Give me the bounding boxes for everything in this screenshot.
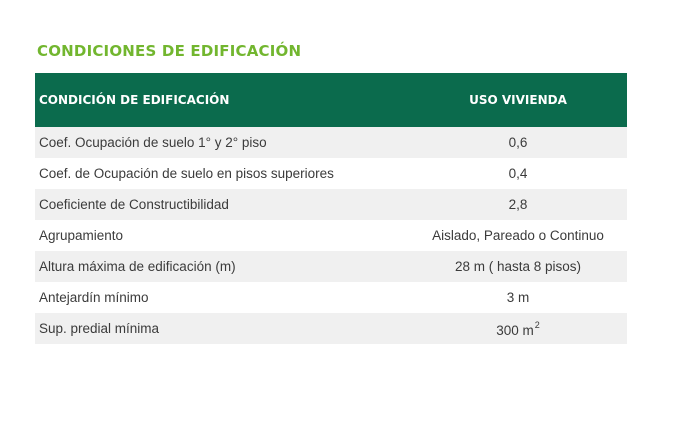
table-row xyxy=(35,189,627,220)
row-value: 3 m xyxy=(506,290,530,305)
header-condition: CONDICIÓN DE EDIFICACIÓN xyxy=(39,93,230,107)
row-label: Coeficiente de Constructibilidad xyxy=(39,197,229,212)
table-row xyxy=(35,251,627,282)
row-value: 28 m ( hasta 8 pisos) xyxy=(454,259,582,274)
table-row xyxy=(35,313,627,344)
table-header xyxy=(35,73,627,127)
row-value: 0,6 xyxy=(508,135,528,150)
row-label: Agrupamiento xyxy=(39,228,124,243)
row-value xyxy=(409,320,627,338)
row-label: Altura máxima de edificación (m) xyxy=(39,259,236,274)
table-row xyxy=(35,127,627,158)
table-row xyxy=(35,282,627,313)
row-label: Coef. de Ocupación de suelo en pisos superiores xyxy=(39,166,334,181)
row-label: Sup. predial mínima xyxy=(39,321,160,336)
section-title: CONDICIONES DE EDIFICACIÓN xyxy=(37,42,302,60)
row-label: Antejardín mínimo xyxy=(39,290,149,305)
row-value: 2,8 xyxy=(508,197,528,212)
row-value: Aislado, Pareado o Continuo xyxy=(432,228,604,243)
row-value-text: 300 m xyxy=(496,322,534,338)
row-value: 0,4 xyxy=(508,166,528,181)
row-label: Coef. Ocupación de suelo 1° y 2° piso xyxy=(39,135,267,150)
header-housing-use: USO VIVIENDA xyxy=(469,93,567,107)
row-value-superscript: 2 xyxy=(534,319,540,330)
building-conditions-table xyxy=(35,73,627,344)
table-row xyxy=(35,220,627,251)
table-row xyxy=(35,158,627,189)
